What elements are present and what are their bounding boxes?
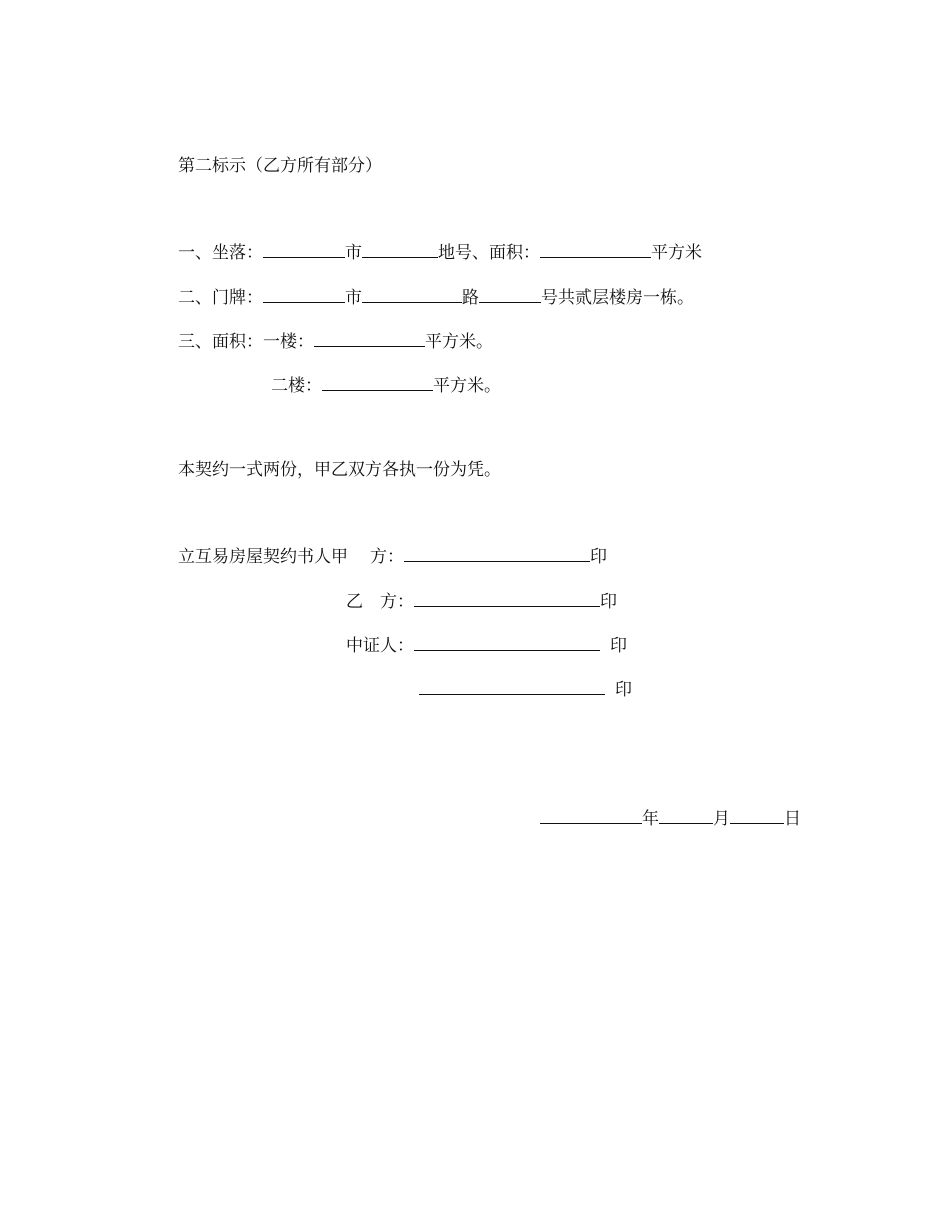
year-blank[interactable] — [540, 806, 642, 824]
party-a-row — [178, 544, 607, 566]
party-b-signature-blank[interactable] — [414, 589, 600, 607]
location-area-unit: 平方米 — [651, 243, 702, 263]
page-title — [178, 155, 382, 177]
copies-note-text: 本契约一式两份，甲乙双方各执一份为凭。 — [178, 460, 501, 480]
doorplate-suffix: 号共贰层楼房一栋。 — [541, 288, 694, 308]
doorplate-city-label: 市 — [345, 288, 362, 308]
doorplate-city-blank[interactable] — [263, 285, 345, 303]
date-row — [540, 806, 801, 828]
first-floor-blank[interactable] — [314, 329, 425, 347]
party-a-signature-blank[interactable] — [404, 544, 590, 562]
party-b-label: 乙 方： — [346, 592, 414, 612]
party-b-seal: 印 — [600, 592, 617, 612]
heading-text: 第二标示（乙方所有部分） — [178, 156, 382, 176]
area-prefix: 三、面积： — [178, 332, 263, 352]
doorplate-row — [178, 285, 694, 307]
location-area-blank[interactable] — [540, 240, 651, 258]
area-row — [178, 329, 493, 351]
witness-seal: 印 — [610, 636, 627, 656]
location-city-blank[interactable] — [263, 240, 345, 258]
party-a-label: 方： — [370, 547, 404, 567]
witness-second-signature-blank[interactable] — [419, 677, 605, 695]
first-floor-unit: 平方米。 — [425, 332, 493, 352]
doorplate-road-blank[interactable] — [362, 285, 462, 303]
first-floor-label: 一楼： — [263, 332, 314, 352]
doorplate-road-label: 路 — [462, 288, 479, 308]
copies-note — [178, 459, 501, 481]
location-row — [178, 240, 702, 262]
second-floor-blank[interactable] — [322, 373, 433, 391]
location-prefix: 一、坐落： — [178, 243, 263, 263]
day-blank[interactable] — [730, 806, 784, 824]
year-label: 年 — [642, 809, 659, 829]
location-lot-label: 地号、面积： — [438, 243, 540, 263]
witness-second-seal: 印 — [615, 680, 632, 700]
witness-signature-blank[interactable] — [414, 633, 600, 651]
second-floor-label: 二楼： — [271, 376, 322, 396]
second-floor-row — [271, 373, 501, 395]
second-floor-unit: 平方米。 — [433, 376, 501, 396]
month-blank[interactable] — [659, 806, 713, 824]
party-b-row — [346, 589, 617, 611]
location-city-label: 市 — [345, 243, 362, 263]
month-label: 月 — [713, 809, 730, 829]
witness-label: 中证人： — [346, 636, 414, 656]
doorplate-number-blank[interactable] — [479, 285, 541, 303]
day-label: 日 — [784, 809, 801, 829]
doorplate-prefix: 二、门牌： — [178, 288, 263, 308]
signature-intro: 立互易房屋契约书人甲 — [178, 547, 348, 567]
witness-second-row — [419, 677, 632, 699]
party-a-seal: 印 — [590, 547, 607, 567]
location-lot-blank[interactable] — [362, 240, 438, 258]
witness-row — [346, 633, 627, 655]
